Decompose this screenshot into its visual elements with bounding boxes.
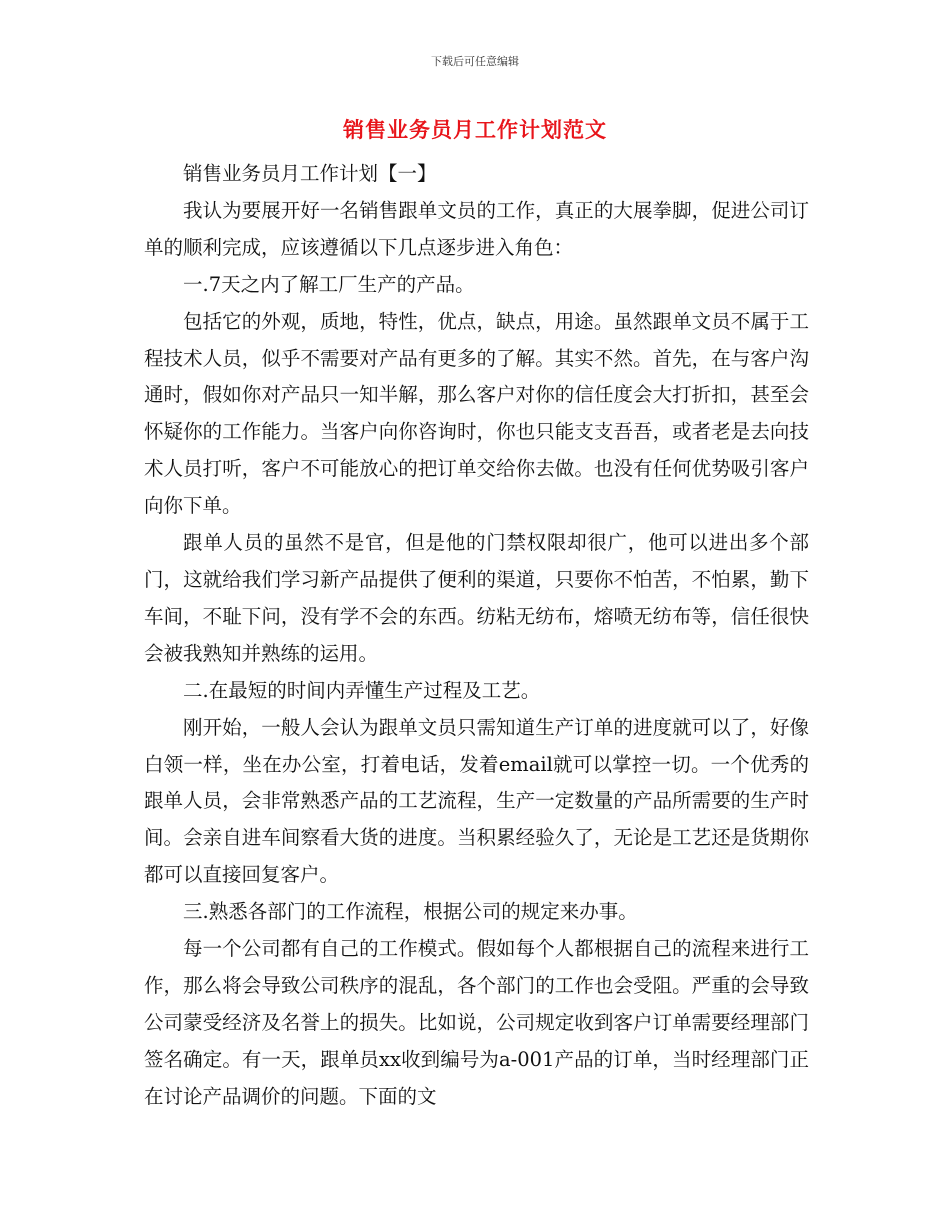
point-heading: 一.7天之内了解工厂生产的产品。	[183, 272, 475, 296]
paragraph: 包括它的外观，质地，特性，优点，缺点，用途。虽然跟单文员不属于工程技术人员，似乎不需要对产品有更多的了解。其实不然。首先，在与客户沟通时，假如你对产品只一知半解，那么客户对你的信任度会大打折扣，甚至会怀疑你的工作能力。当客户向你咨询时，你也只能支支吾吾，或者老是去向技术人员打听，客户不可能放心的把订单交给你去做。也没有任何优势吸引客户向你下单。	[144, 309, 809, 518]
paragraph: 我认为要展开好一名销售跟单文员的工作，真正的大展拳脚，促进公司订单的顺利完成，应该遵循以下几点逐步进入角色：	[144, 198, 809, 259]
document-title: 销售业务员月工作计划范文	[343, 118, 607, 142]
paragraph: 每一个公司都有自己的工作模式。假如每个人都根据自己的流程来进行工作，那么将会导致公司秩序的混乱，各个部门的工作也会受阻。严重的会导致公司蒙受经济及名誉上的损失。比如说，公司规定收到客户订单需要经理部门签名确定。有一天，跟单员xx收到编号为a-001产品的订单，当时经理部门正在讨论产品调价的问题。下面的文	[144, 937, 809, 1108]
point-heading: 二.在最短的时间内弄懂生产过程及工艺。	[183, 678, 541, 702]
point-heading: 三.熟悉各部门的工作流程，根据公司的规定来办事。	[183, 900, 638, 924]
section-heading: 销售业务员月工作计划【一】	[183, 162, 437, 185]
document-body	[144, 156, 809, 1116]
paragraph: 刚开始，一般人会认为跟单文员只需知道生产订单的进度就可以了，好像白领一样，坐在办公室，打着电话，发着email就可以掌控一切。一个优秀的跟单人员，会非常熟悉产品的工艺流程，生产一定数量的产品所需要的生产时间。会亲自进车间察看大货的进度。当积累经验久了，无论是工艺还是货期你都可以直接回复客户。	[144, 715, 809, 887]
paragraph: 跟单人员的虽然不是官，但是他的门禁权限却很广，他可以进出多个部门，这就给我们学习新产品提供了便利的渠道，只要你不怕苦，不怕累，勤下车间，不耻下问，没有学不会的东西。纺粘无纺布，熔喷无纺布等，信任很快会被我熟知并熟练的运用。	[144, 531, 809, 665]
header-note: 下载后可任意编辑	[431, 55, 519, 68]
